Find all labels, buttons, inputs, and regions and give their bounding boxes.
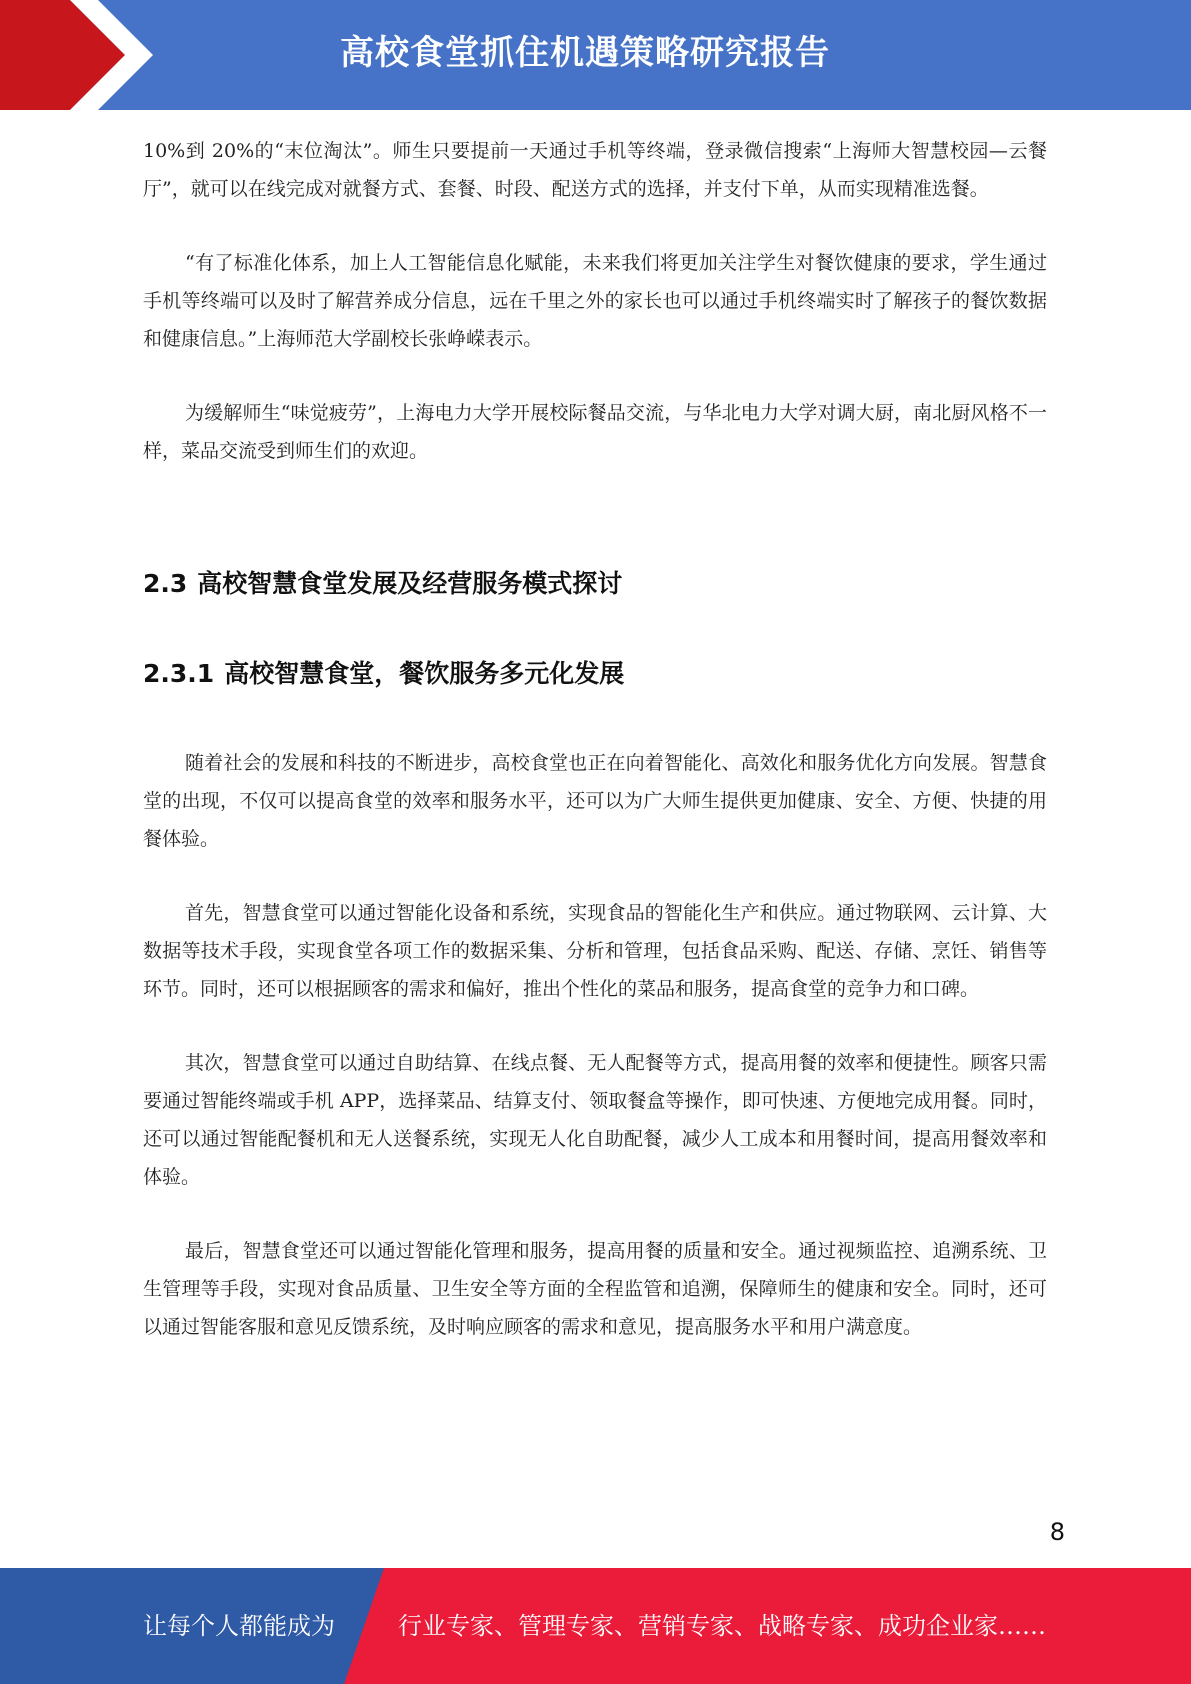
page-footer — [0, 1568, 1191, 1684]
paragraph: 随着社会的发展和科技的不断进步，高校食堂也正在向着智能化、高效化和服务优化方向发展。智慧食堂的出现，不仅可以提高食堂的效率和服务水平，还可以为广大师生提供更加健康、安全、方便、快捷的用餐体验。 — [143, 752, 1047, 850]
subsection-heading — [143, 654, 1047, 694]
paragraph: “有了标准化体系，加上人工智能信息化赋能，未来我们将更加关注学生对餐饮健康的要求，学生通过手机等终端可以及时了解营养成分信息，远在千里之外的家长也可以通过手机终端实时了解孩子的餐饮数据和健康信息。”上海师范大学副校长张峥嵘表示。 — [143, 252, 1047, 350]
paragraph: 为缓解师生“味觉疲劳”，上海电力大学开展校际餐品交流，与华北电力大学对调大厨，南北厨风格不一样，菜品交流受到师生们的欢迎。 — [143, 402, 1047, 462]
subsection-title: 高校智慧食堂，餐饮服务多元化发展 — [224, 659, 625, 688]
section-number: 2.3 — [143, 569, 188, 598]
subsection-number: 2.3.1 — [143, 659, 215, 688]
header-arrow-icon — [0, 0, 160, 110]
page-number: 8 — [1049, 1518, 1065, 1546]
footer-slogan: 让每个人都能成为 — [143, 1612, 335, 1640]
section-heading — [143, 564, 1047, 604]
paragraph: 首先，智慧食堂可以通过智能化设备和系统，实现食品的智能化生产和供应。通过物联网、云计算、大数据等技术手段，实现食堂各项工作的数据采集、分析和管理，包括食品采购、配送、存储、烹饪、销售等环节。同时，还可以根据顾客的需求和偏好，推出个性化的菜品和服务，提高食堂的竞争力和口碑。 — [143, 902, 1047, 1000]
paragraph: 10%到 20%的“末位淘汰”。师生只要提前一天通过手机等终端，登录微信搜索“上海师大智慧校园—云餐厅”，就可以在线完成对就餐方式、套餐、时段、配送方式的选择，并支付下单，从而实现精准选餐。 — [143, 140, 1047, 200]
paragraph: 最后，智慧食堂还可以通过智能化管理和服务，提高用餐的质量和安全。通过视频监控、追溯系统、卫生管理等手段，实现对食品质量、卫生安全等方面的全程监管和追溯，保障师生的健康和安全。同时，还可以通过智能客服和意见反馈系统，及时响应顾客的需求和意见，提高服务水平和用户满意度。 — [143, 1240, 1047, 1338]
report-title: 高校食堂抓住机遇策略研究报告 — [340, 33, 830, 73]
paragraph: 其次，智慧食堂可以通过自助结算、在线点餐、无人配餐等方式，提高用餐的效率和便捷性。顾客只需要通过智能终端或手机 APP，选择菜品、结算支付、领取餐盒等操作，即可快速、方便地完成用餐。同时，还可以通过智能配餐机和无人送餐系统，实现无人化自助配餐，减少人工成本和用餐时间，提高用餐效率和体验。 — [143, 1052, 1047, 1188]
page-header — [0, 0, 1191, 110]
section-title: 高校智慧食堂发展及经营服务模式探讨 — [197, 569, 623, 598]
footer-roles: 行业专家、管理专家、营销专家、战略专家、成功企业家…… — [398, 1612, 1046, 1640]
page-content — [143, 132, 1047, 1382]
